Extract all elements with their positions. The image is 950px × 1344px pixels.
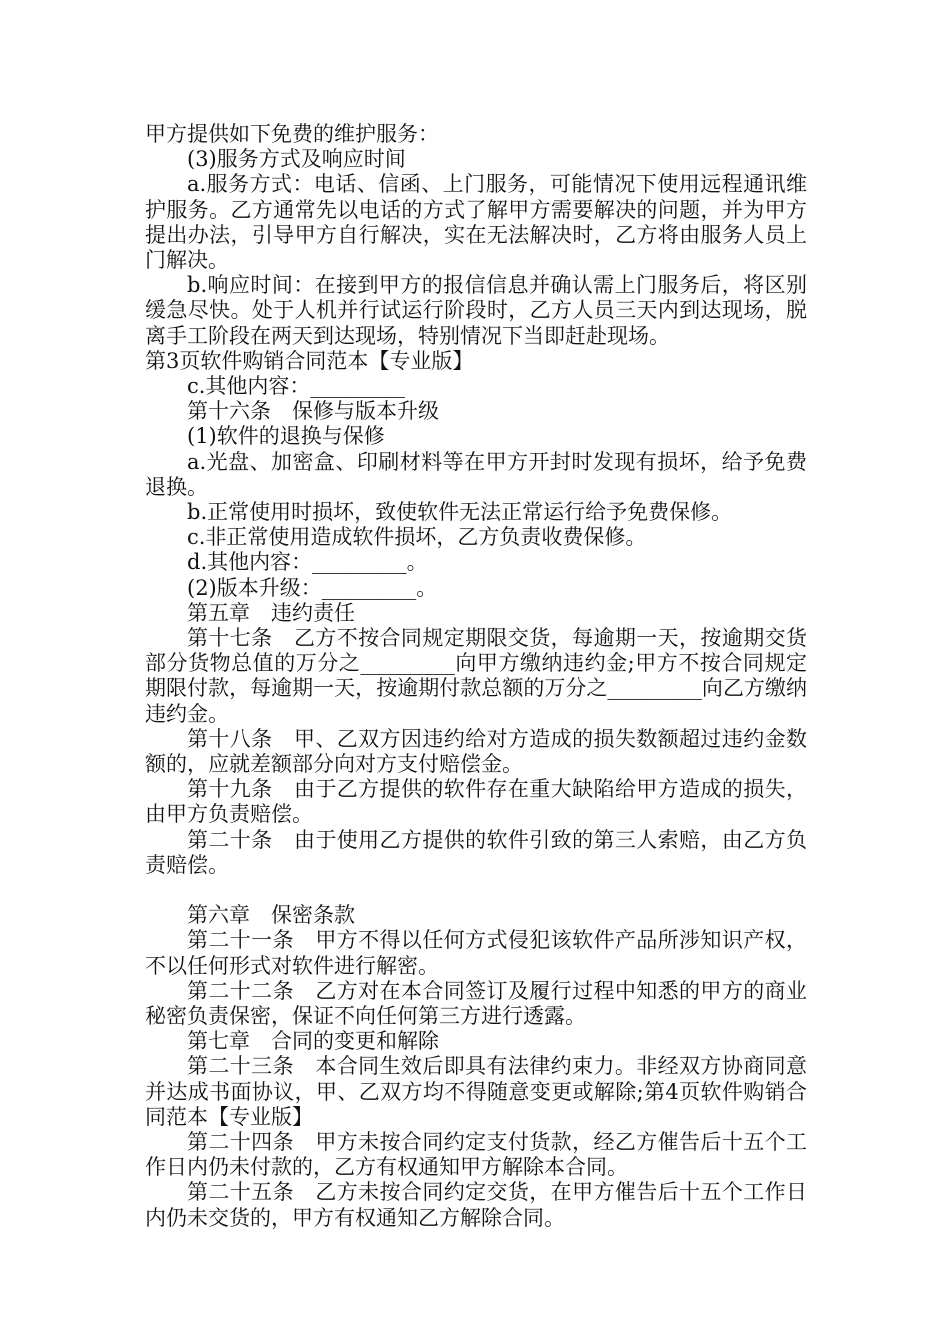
document-paragraph: 第七章 合同的变更和解除 — [187, 1029, 439, 1054]
document-paragraph: 第六章 保密条款 — [187, 903, 355, 928]
document-paragraph: 第二十二条 乙方对在本合同签订及履行过程中知悉的甲方的商业秘密负责保密，保证不向任何第三方进行透露。 — [145, 978, 807, 1028]
document-paragraph: 第五章 违约责任 — [187, 600, 355, 625]
document-paragraph: 第二十五条 乙方未按合同约定交货，在甲方催告后十五个工作日内仍未交货的，甲方有权通知乙方解除合同。 — [145, 1180, 807, 1230]
document-page — [145, 122, 807, 1231]
document-paragraph: b.响应时间：在接到甲方的报信信息并确认需上门服务后，将区别缓急尽快。处于人机并行试运行阶段时，乙方人员三天内到达现场，脱离手工阶段在两天到达现场，特别情况下当即赶赴现场。 — [145, 273, 807, 348]
document-paragraph: 第二十条 由于使用乙方提供的软件引致的第三人索赔，由乙方负责赔偿。 — [145, 827, 807, 877]
blank-line — [145, 878, 807, 903]
document-paragraph: 第二十三条 本合同生效后即具有法律约束力。非经双方协商同意并达成书面协议，甲、乙双方均不得随意变更或解除;第4页软件购销合同范本【专业版】 — [145, 1054, 807, 1129]
document-paragraph: 第二十一条 甲方不得以任何方式侵犯该软件产品所涉知识产权，不以任何形式对软件进行解密。 — [145, 928, 807, 978]
document-paragraph: b.正常使用时损坏，致使软件无法正常运行给予免费保修。 — [187, 500, 733, 525]
document-paragraph: 第十七条 乙方不按合同规定期限交货，每逾期一天，按逾期交货部分货物总值的万分之_________向甲方缴纳违约金;甲方不按合同规定期限付款，每逾期一天，按逾期付款总额的万分之_________向乙方缴纳违约金。 — [145, 626, 807, 726]
document-paragraph: (2)版本升级：_________。 — [187, 575, 438, 600]
document-paragraph: 第十六条 保修与版本升级 — [187, 399, 439, 424]
document-paragraph: 第二十四条 甲方未按合同约定支付货款，经乙方催告后十五个工作日内仍未付款的，乙方有权通知甲方解除本合同。 — [145, 1129, 807, 1180]
document-paragraph: c.非正常使用造成软件损坏，乙方负责收费保修。 — [187, 525, 647, 550]
document-paragraph: 第十八条 甲、乙双方因违约给对方造成的损失数额超过违约金数额的，应就差额部分向对方支付赔偿金。 — [145, 726, 807, 777]
document-paragraph: d.其他内容：_________。 — [187, 550, 428, 575]
document-paragraph: c.其他内容：_________ — [187, 374, 405, 399]
document-paragraph: a.光盘、加密盒、印刷材料等在甲方开封时发现有损坏，给予免费退换。 — [145, 449, 807, 499]
document-paragraph: a.服务方式：电话、信函、上门服务，可能情况下使用远程通讯维护服务。乙方通常先以电话的方式了解甲方需要解决的问题，并为甲方提出办法，引导甲方自行解决，实在无法解决时，乙方将由服务人员上门解决。 — [145, 172, 807, 273]
document-paragraph: (1)软件的退换与保修 — [187, 424, 385, 449]
document-paragraph: 第3页软件购销合同范本【专业版】 — [145, 348, 474, 373]
document-paragraph: (3)服务方式及响应时间 — [187, 147, 406, 172]
document-paragraph: 甲方提供如下免费的维护服务： — [145, 122, 439, 146]
document-paragraph: 第十九条 由于乙方提供的软件存在重大缺陷给甲方造成的损失，由甲方负责赔偿。 — [145, 777, 807, 827]
